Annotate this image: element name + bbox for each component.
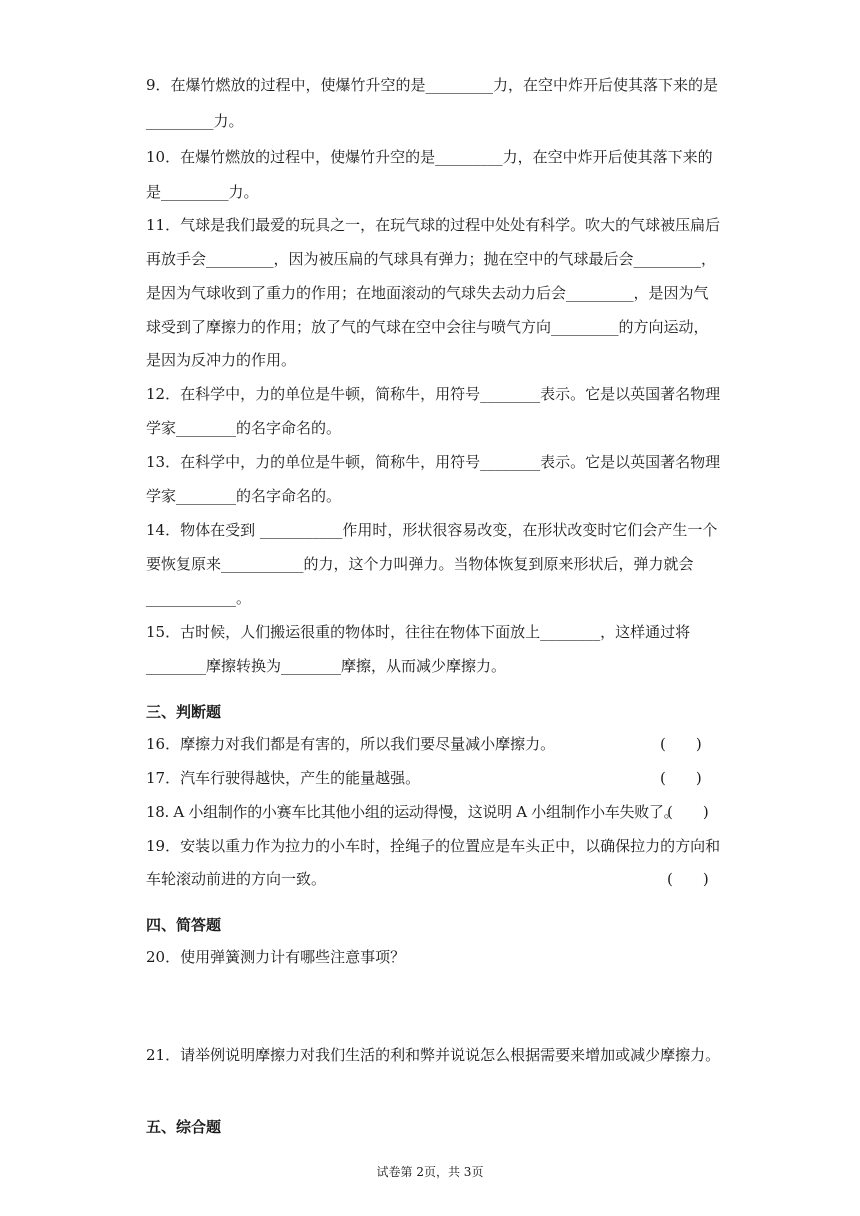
q17-text: 17．汽车行驶得越快，产生的能量越强。 xyxy=(146,769,421,787)
q18-text: 18. A 小组制作的小赛车比其他小组的运动得慢，这说明 A 小组制作小车失败了。 xyxy=(146,803,679,821)
q16-answer-paren: ( ) xyxy=(660,735,702,753)
section-3-heading: 三、判断题 xyxy=(146,703,222,721)
section-4-heading: 四、简答题 xyxy=(146,916,222,934)
q19-answer-paren: ( ) xyxy=(667,870,709,888)
q14-line-3: ____________。 xyxy=(146,589,252,607)
q9-line-1: 9．在爆竹燃放的过程中，使爆竹升空的是_________力，在空中炸开后使其落下来的是 xyxy=(146,76,719,94)
q10-line-2: 是_________力。 xyxy=(146,183,259,201)
q12-line-1: 12．在科学中，力的单位是牛顿，简称牛，用符号________表示。它是以英国著名物理 xyxy=(146,385,721,403)
q10-line-1: 10．在爆竹燃放的过程中，使爆竹升空的是_________力，在空中炸开后使其落下来的 xyxy=(146,148,713,166)
q21-text: 21．请举例说明摩擦力对我们生活的利和弊并说说怎么根据需要来增加或减少摩擦力。 xyxy=(146,1046,721,1064)
q11-line-5: 是因为反冲力的作用。 xyxy=(146,351,297,369)
q12-line-2: 学家________的名字命名的。 xyxy=(146,419,342,437)
q17-answer-paren: ( ) xyxy=(660,769,702,787)
q19-line-2: 车轮滚动前进的方向一致。 xyxy=(146,870,327,888)
q18-answer-paren: ( ) xyxy=(667,803,709,821)
q11-line-1: 11．气球是我们最爱的玩具之一，在玩气球的过程中处处有科学。吹大的气球被压扁后 xyxy=(146,216,721,234)
q15-line-2: ________摩擦转换为________摩擦，从而减少摩擦力。 xyxy=(146,657,507,675)
q16-text: 16．摩擦力对我们都是有害的，所以我们要尽量减小摩擦力。 xyxy=(146,735,556,753)
page-footer: 试卷第 2页，共 3页 xyxy=(376,1165,484,1179)
q13-line-2: 学家________的名字命名的。 xyxy=(146,487,342,505)
q9-line-2: _________力。 xyxy=(146,112,244,130)
q13-line-1: 13．在科学中，力的单位是牛顿，简称牛，用符号________表示。它是以英国著名物理 xyxy=(146,453,721,471)
q11-line-3: 是因为气球收到了重力的作用；在地面滚动的气球失去动力后会_________，是因为气 xyxy=(146,284,709,302)
q15-line-1: 15．古时候，人们搬运很重的物体时，往往在物体下面放上________，这样通过将 xyxy=(146,623,691,641)
q14-line-2: 要恢复原来___________的力，这个力叫弹力。当物体恢复到原来形状后，弹力就会 xyxy=(146,555,694,573)
q14-line-1: 14．物体在受到 ___________作用时，形状很容易改变，在形状改变时它们会产生一个 xyxy=(146,521,718,539)
q11-line-4: 球受到了摩擦力的作用；放了气的气球在空中会往与喷气方向_________的方向运动， xyxy=(146,318,709,336)
section-5-heading: 五、综合题 xyxy=(146,1118,222,1136)
q19-line-1: 19．安装以重力作为拉力的小车时，拴绳子的位置应是车头正中，以确保拉力的方向和 xyxy=(146,837,721,855)
q20-text: 20．使用弹簧测力计有哪些注意事项？ xyxy=(146,948,406,966)
q11-line-2: 再放手会_________，因为被压扁的气球具有弹力；抛在空中的气球最后会_________， xyxy=(146,250,717,268)
